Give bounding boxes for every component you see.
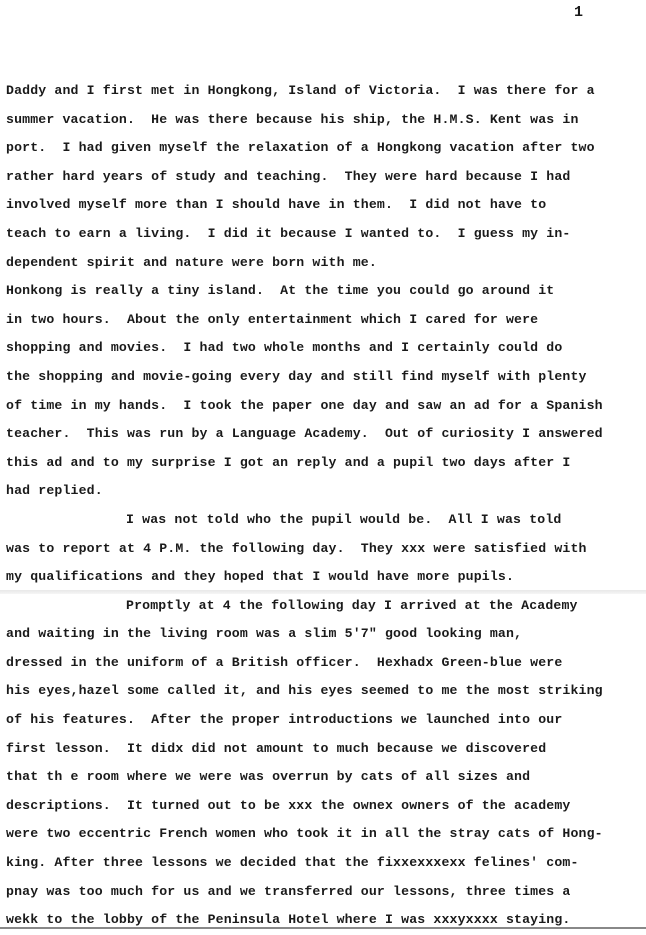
text-line: teacher. This was run by a Language Academy. Out of curiosity I answered — [6, 426, 603, 442]
text-line: was to report at 4 P.M. the following day. They xxx were satisfied with — [6, 540, 587, 556]
text-line: in two hours. About the only entertainment which I cared for were — [6, 311, 539, 327]
text-line: pnay was too much for us and we transferred our lessons, three times a — [6, 883, 571, 899]
text-line: first lesson. It didx did not amount to much because we discovered — [6, 740, 547, 756]
text-line: that th e room where we were was overrun by cats of all sizes and — [6, 769, 531, 785]
text-line: and waiting in the living room was a slim 5'7" good looking man, — [6, 626, 523, 642]
text-line: involved myself more than I should have in them. I did not have to — [6, 197, 547, 213]
text-line: Promptly at 4 the following day I arrived at the Academy — [126, 597, 578, 613]
text-line: Daddy and I first met in Hongkong, Island of Victoria. I was there for a — [6, 83, 595, 98]
text-line: teach to earn a living. I did it because I wanted to. I guess my in- — [6, 225, 571, 241]
text-line: of his features. After the proper introductions we launched into our — [6, 712, 563, 728]
text-line: wekk to the lobby of the Peninsula Hotel where I was xxxyxxxx staying. — [6, 912, 571, 928]
text-line: shopping and movies. I had two whole months and I certainly could do — [6, 340, 563, 356]
text-line: had replied. — [6, 483, 103, 499]
text-line: my qualifications and they hoped that I would have more pupils. — [6, 569, 515, 585]
text-line: this ad and to my surprise I got an reply and a pupil two days after I — [6, 454, 571, 470]
text-line: king. After three lessons we decided that the fixxexxxexx felines' com- — [6, 855, 579, 871]
text-line: dressed in the uniform of a British officer. Hexhadx Green-blue were — [6, 654, 563, 670]
text-line: of time in my hands. I took the paper one day and saw an ad for a Spanish — [6, 397, 603, 413]
page-number: 1 — [574, 4, 584, 21]
text-line: his eyes,hazel some called it, and his eyes seemed to me the most striking — [6, 683, 603, 699]
text-line: summer vacation. He was there because his ship, the H.M.S. Kent was in — [6, 111, 579, 127]
letter-body — [0, 77, 646, 935]
scan-bottom-edge — [0, 927, 646, 929]
text-line: rather hard years of study and teaching. They were hard because I had — [6, 168, 571, 184]
text-line: Honkong is really a tiny island. At the time you could go around it — [6, 283, 555, 299]
text-line: were two eccentric French women who took it in all the stray cats of Hong- — [6, 826, 603, 842]
text-line: port. I had given myself the relaxation of a Hongkong vacation after two — [6, 140, 595, 156]
text-line: descriptions. It turned out to be xxx the ownex owners of the academy — [6, 797, 571, 813]
text-line: I was not told who the pupil would be. All I was told — [126, 511, 562, 527]
text-line: dependent spirit and nature were born with me. — [6, 254, 377, 270]
text-line: the shopping and movie-going every day and still find myself with plenty — [6, 368, 587, 384]
